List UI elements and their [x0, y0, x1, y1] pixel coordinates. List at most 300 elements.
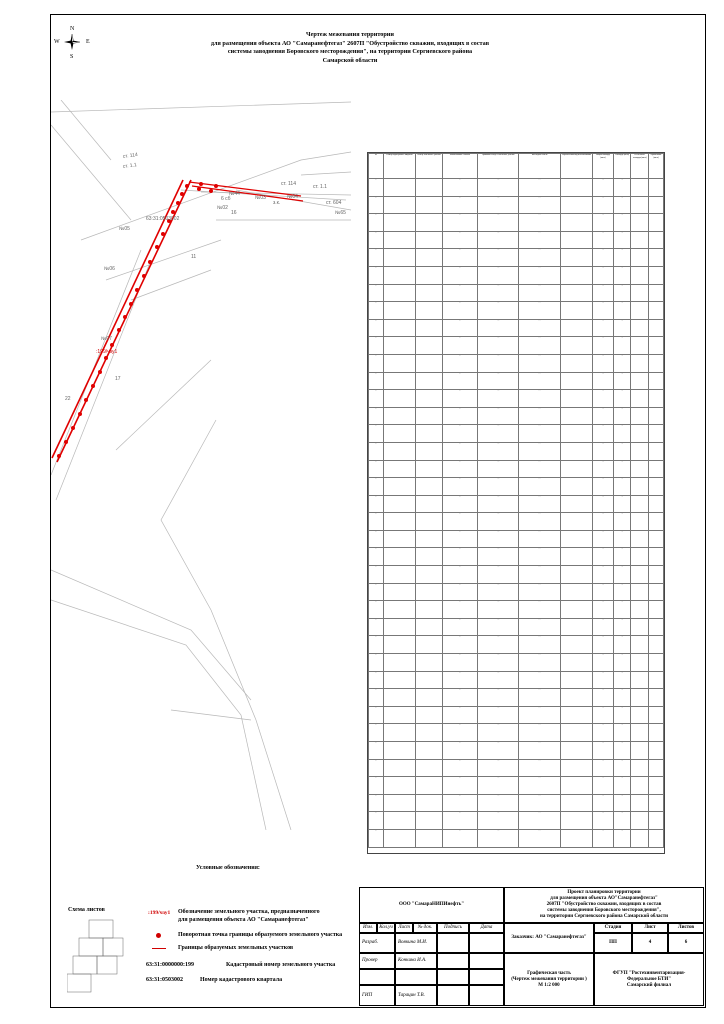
table-row [369, 724, 664, 742]
stamp-part-line: М 1:2 000 [538, 982, 560, 988]
table-cell [631, 460, 649, 478]
table-cell: … [593, 724, 614, 742]
stamp-col-signature: Подпись [437, 923, 469, 933]
table-cell: … [478, 601, 519, 619]
table-cell: … [613, 214, 631, 232]
table-cell [631, 829, 649, 847]
table-cell: … [442, 302, 477, 320]
table-cell: … [519, 777, 560, 795]
table-cell: … [478, 495, 519, 513]
compass-rose-icon [64, 34, 80, 50]
table-row [369, 319, 664, 337]
table-cell [416, 829, 443, 847]
table-cell [560, 530, 592, 548]
table-cell: … [478, 231, 519, 249]
table-cell [416, 284, 443, 302]
legend-item-text: Номер кадастрового квартала [200, 977, 283, 983]
table-cell: … [478, 654, 519, 672]
table-cell: … [442, 354, 477, 372]
table-cell [649, 759, 664, 777]
table-cell: … [519, 513, 560, 531]
table-cell [631, 196, 649, 214]
table-cell: … [442, 460, 477, 478]
table-cell [631, 601, 649, 619]
table-cell: … [519, 566, 560, 584]
table-cell [649, 354, 664, 372]
table-row [369, 196, 664, 214]
map-road-label: ст. 114 [281, 181, 296, 187]
table-cell [383, 337, 415, 355]
table-row [369, 706, 664, 724]
table-cell: … [613, 777, 631, 795]
compass-e: E [86, 39, 90, 45]
compass-w: W [54, 39, 60, 45]
table-cell: … [613, 442, 631, 460]
map-well-label: №05 [119, 226, 130, 232]
table-cell [416, 460, 443, 478]
table-cell: … [519, 724, 560, 742]
table-cell: … [442, 829, 477, 847]
table-cell [560, 478, 592, 496]
table-cell: … [593, 372, 614, 390]
table-cell: … [593, 495, 614, 513]
legend-cadastral-mark: 63:31:0000000:199 [146, 962, 194, 968]
table-cell: … [519, 706, 560, 724]
table-cell [649, 319, 664, 337]
table-header-cell: Общая площадь (кв.м) [593, 154, 614, 179]
table-cell [560, 794, 592, 812]
table-cell: … [593, 319, 614, 337]
table-cell [416, 759, 443, 777]
table-cell: … [478, 566, 519, 584]
table-cell: … [519, 495, 560, 513]
table-cell: … [613, 460, 631, 478]
table-cell: … [442, 425, 477, 443]
table-cell [631, 179, 649, 197]
legend-item-text: Границы образуемых земельных участков [178, 945, 294, 951]
table-cell: … [613, 231, 631, 249]
table-cell: … [369, 214, 384, 232]
table-row [369, 618, 664, 636]
table-cell [383, 354, 415, 372]
table-cell [631, 337, 649, 355]
table-cell: … [369, 724, 384, 742]
legend-item-text: Кадастровый номер земельного участка [226, 962, 336, 968]
table-cell [560, 442, 592, 460]
table-row [369, 372, 664, 390]
table-cell [383, 566, 415, 584]
stamp-org2-line: ФГУП "Ростехинвентаризация- [612, 970, 686, 976]
table-cell: … [519, 671, 560, 689]
table-cell [649, 442, 664, 460]
table-cell: … [613, 829, 631, 847]
map-road-label: ст. 1.1 [122, 162, 138, 170]
table-row [369, 812, 664, 830]
table-cell [560, 654, 592, 672]
stamp-project [504, 887, 704, 923]
table-cell [416, 601, 443, 619]
table-cell [560, 706, 592, 724]
table-cell [631, 724, 649, 742]
table-cell [383, 390, 415, 408]
table-cell: … [369, 442, 384, 460]
table-cell [416, 442, 443, 460]
table-cell: … [369, 425, 384, 443]
table-cell [649, 829, 664, 847]
map-road-label: ст. 114 [122, 151, 139, 160]
stamp-role: Провер [359, 953, 395, 969]
table-cell: … [519, 319, 560, 337]
table-cell: … [519, 214, 560, 232]
table-cell: … [519, 759, 560, 777]
table-cell: … [369, 179, 384, 197]
table-cell: … [442, 601, 477, 619]
stamp-project-line: Проект планировки территории [567, 890, 641, 895]
table-cell [383, 829, 415, 847]
table-cell [416, 196, 443, 214]
table-cell: … [519, 337, 560, 355]
table-cell [560, 179, 592, 197]
table-cell [631, 214, 649, 232]
table-cell: … [369, 319, 384, 337]
table-cell: … [478, 179, 519, 197]
table-cell: … [478, 337, 519, 355]
title-line: для размещения объекта АО "Самаранефтегаз" 2607П "Обустройство скважин, входящих в состав [210, 39, 490, 47]
table-cell: … [593, 671, 614, 689]
table-cell [560, 636, 592, 654]
table-cell [560, 618, 592, 636]
table-cell: … [369, 495, 384, 513]
table-cell [649, 636, 664, 654]
stamp-customer: Заказчик: АО "Самаранефтегаз" [504, 923, 594, 953]
table-cell: … [369, 231, 384, 249]
table-cell [649, 179, 664, 197]
table-cell: … [613, 372, 631, 390]
table-cell: … [478, 724, 519, 742]
table-cell: … [519, 583, 560, 601]
table-cell: … [613, 654, 631, 672]
table-cell: … [478, 319, 519, 337]
table-row [369, 231, 664, 249]
table-cell: … [442, 724, 477, 742]
table-cell: … [442, 548, 477, 566]
table-cell: … [613, 812, 631, 830]
map-short-label: 17 [115, 376, 121, 382]
table-cell: … [442, 742, 477, 760]
stamp-part-line: (Чертеж межевания территории ) [511, 976, 587, 982]
table-cell [649, 794, 664, 812]
table-header-cell: В том числе площадь (кв.м) [631, 154, 649, 179]
table-cell: … [442, 214, 477, 232]
table-cell [416, 548, 443, 566]
stamp-signature-cell [437, 953, 469, 969]
table-cell: … [369, 654, 384, 672]
stamp-col-doc: № док. [413, 923, 437, 933]
map-well-label: №02 [217, 205, 228, 211]
table-cell: … [442, 689, 477, 707]
table-cell [416, 266, 443, 284]
table-row [369, 390, 664, 408]
stamp-part [504, 953, 594, 1006]
table-cell: … [369, 266, 384, 284]
table-cell [649, 390, 664, 408]
map-short-label: 6 сб [221, 196, 231, 202]
table-header-cell: Номер земельного участка [416, 154, 443, 179]
table-cell: … [593, 689, 614, 707]
table-cell: … [519, 284, 560, 302]
table-cell [560, 284, 592, 302]
table-cell [649, 724, 664, 742]
title-block [359, 887, 704, 1006]
table-cell: … [478, 777, 519, 795]
table-header-cell: Разрешенный вид использования [560, 154, 592, 179]
table-cell: … [593, 231, 614, 249]
table-cell: … [442, 777, 477, 795]
table-cell [416, 372, 443, 390]
table-cell: … [613, 284, 631, 302]
table-cell [416, 354, 443, 372]
table-cell: … [369, 601, 384, 619]
table-cell: … [519, 231, 560, 249]
map-well-label: №03 [255, 195, 266, 201]
table-cell: … [369, 337, 384, 355]
table-cell: … [613, 337, 631, 355]
table-cell: … [369, 566, 384, 584]
table-cell [383, 196, 415, 214]
table-header-cell: № [369, 154, 384, 179]
table-cell [383, 495, 415, 513]
table-cell: … [369, 513, 384, 531]
table-row [369, 249, 664, 267]
table-cell: … [478, 759, 519, 777]
table-cell: … [478, 671, 519, 689]
table-cell [649, 654, 664, 672]
stamp-date-cell [469, 953, 504, 969]
table-cell [560, 601, 592, 619]
table-cell [416, 671, 443, 689]
table-cell [631, 284, 649, 302]
table-cell [649, 284, 664, 302]
table-cell: … [369, 759, 384, 777]
table-cell: … [478, 196, 519, 214]
table-cell: … [369, 390, 384, 408]
table-row [369, 425, 664, 443]
table-cell: … [613, 794, 631, 812]
stamp-role: Разраб. [359, 933, 395, 953]
table-cell [416, 319, 443, 337]
table-cell: … [478, 214, 519, 232]
table-cell [416, 742, 443, 760]
table-cell: … [613, 671, 631, 689]
table-cell [631, 794, 649, 812]
table-row [369, 302, 664, 320]
table-cell [631, 390, 649, 408]
table-cell [631, 777, 649, 795]
table-cell: … [613, 196, 631, 214]
table-row [369, 636, 664, 654]
table-cell: … [369, 742, 384, 760]
table-cell: … [519, 548, 560, 566]
table-cell: … [519, 689, 560, 707]
table-row [369, 829, 664, 847]
title-line: Чертеж межевания территории [306, 31, 394, 38]
table-cell: … [442, 566, 477, 584]
table-cell [383, 179, 415, 197]
table-cell: … [369, 671, 384, 689]
table-cell [631, 478, 649, 496]
table-cell [416, 530, 443, 548]
map-short-label: з.к. [273, 200, 281, 206]
table-header-cell: Наименование объекта [442, 154, 477, 179]
table-cell: … [593, 566, 614, 584]
table-cell: … [369, 478, 384, 496]
table-cell: … [593, 618, 614, 636]
table-cell: … [478, 407, 519, 425]
table-cell: … [613, 583, 631, 601]
table-cell [383, 794, 415, 812]
table-cell: … [593, 284, 614, 302]
stamp-col-koluch: Кол.уч [377, 923, 395, 933]
table-cell: … [478, 284, 519, 302]
table-row [369, 214, 664, 232]
table-cell: … [519, 601, 560, 619]
map-kvartal-label: 63:31:0503002 [146, 216, 180, 222]
table-cell [416, 214, 443, 232]
table-row [369, 548, 664, 566]
table-cell [416, 425, 443, 443]
table-cell [560, 742, 592, 760]
table-cell [383, 759, 415, 777]
table-row [369, 759, 664, 777]
table-cell [560, 548, 592, 566]
table-cell: … [519, 407, 560, 425]
table-cell [383, 478, 415, 496]
table-cell [631, 442, 649, 460]
table-row [369, 354, 664, 372]
table-cell [383, 583, 415, 601]
table-cell [631, 548, 649, 566]
stamp-date-cell [469, 985, 504, 1006]
table-cell [416, 302, 443, 320]
table-cell: … [442, 654, 477, 672]
table-cell: … [593, 442, 614, 460]
table-cell: … [442, 372, 477, 390]
table-row [369, 601, 664, 619]
table-cell: … [442, 179, 477, 197]
table-cell [649, 706, 664, 724]
table-cell: … [613, 601, 631, 619]
table-cell: … [478, 302, 519, 320]
table-cell: … [442, 513, 477, 531]
table-cell: … [478, 372, 519, 390]
table-cell: … [593, 759, 614, 777]
table-cell: … [369, 829, 384, 847]
table-cell: … [593, 812, 614, 830]
table-cell: … [478, 794, 519, 812]
table-cell: … [613, 302, 631, 320]
table-cell [383, 425, 415, 443]
table-cell: … [613, 354, 631, 372]
table-cell: … [478, 530, 519, 548]
table-cell: … [369, 777, 384, 795]
table-cell: … [369, 706, 384, 724]
table-cell: … [442, 706, 477, 724]
table-cell: … [593, 179, 614, 197]
table-cell [649, 513, 664, 531]
table-header-cell: Площадь (кв.м) [613, 154, 631, 179]
table-cell [383, 231, 415, 249]
stamp-org2-line: Федеральное БТИ" [626, 976, 672, 982]
table-cell: … [593, 266, 614, 284]
north-arrow-icon [54, 26, 90, 60]
table-cell: … [442, 249, 477, 267]
stamp-sheet-header: Лист [632, 923, 668, 933]
table-cell [560, 231, 592, 249]
table-cell [383, 266, 415, 284]
table-cell [416, 636, 443, 654]
table-row [369, 460, 664, 478]
table-cell [383, 530, 415, 548]
legend-item-text: Обозначение земельного участка, предназначенного [178, 909, 320, 915]
stamp-col-izm: Изм. [359, 923, 377, 933]
table-cell [631, 231, 649, 249]
table-row [369, 495, 664, 513]
table-cell [649, 548, 664, 566]
table-cell [416, 794, 443, 812]
map-well-label: №65 [335, 210, 346, 216]
map-parcel-label: :199/чзу1 [96, 349, 118, 355]
table-cell: … [613, 266, 631, 284]
table-cell: … [593, 513, 614, 531]
table-cell [560, 249, 592, 267]
table-cell: … [369, 583, 384, 601]
table-cell: … [519, 196, 560, 214]
table-cell: … [369, 794, 384, 812]
table-cell: … [593, 777, 614, 795]
table-cell [649, 530, 664, 548]
stamp-part-line: Графическая часть [527, 970, 571, 976]
table-cell: … [369, 249, 384, 267]
table-cell: … [519, 742, 560, 760]
table-cell: … [478, 460, 519, 478]
table-cell: … [442, 583, 477, 601]
table-row [369, 478, 664, 496]
stamp-role-empty [359, 969, 395, 985]
table-cell [649, 689, 664, 707]
table-cell: … [478, 618, 519, 636]
table-cell: … [442, 390, 477, 408]
table-cell [560, 196, 592, 214]
table-cell [560, 829, 592, 847]
stamp-name: Конкина И.А. [395, 953, 437, 969]
table-header-row [369, 154, 664, 179]
stamp-project-line: для размещения объекта АО"Самаранефтегаз" [550, 896, 658, 901]
table-cell [649, 372, 664, 390]
table-cell: … [442, 636, 477, 654]
table-cell [560, 759, 592, 777]
table-cell [560, 302, 592, 320]
table-cell [383, 742, 415, 760]
table-cell: … [593, 460, 614, 478]
table-cell [416, 249, 443, 267]
table-cell [416, 407, 443, 425]
table-cell [560, 425, 592, 443]
legend-parcel-mark: :199/чзу1 [148, 910, 171, 916]
table-cell [383, 407, 415, 425]
table-cell: … [613, 548, 631, 566]
table-cell [631, 654, 649, 672]
stamp-sheets-value: 6 [668, 933, 704, 953]
